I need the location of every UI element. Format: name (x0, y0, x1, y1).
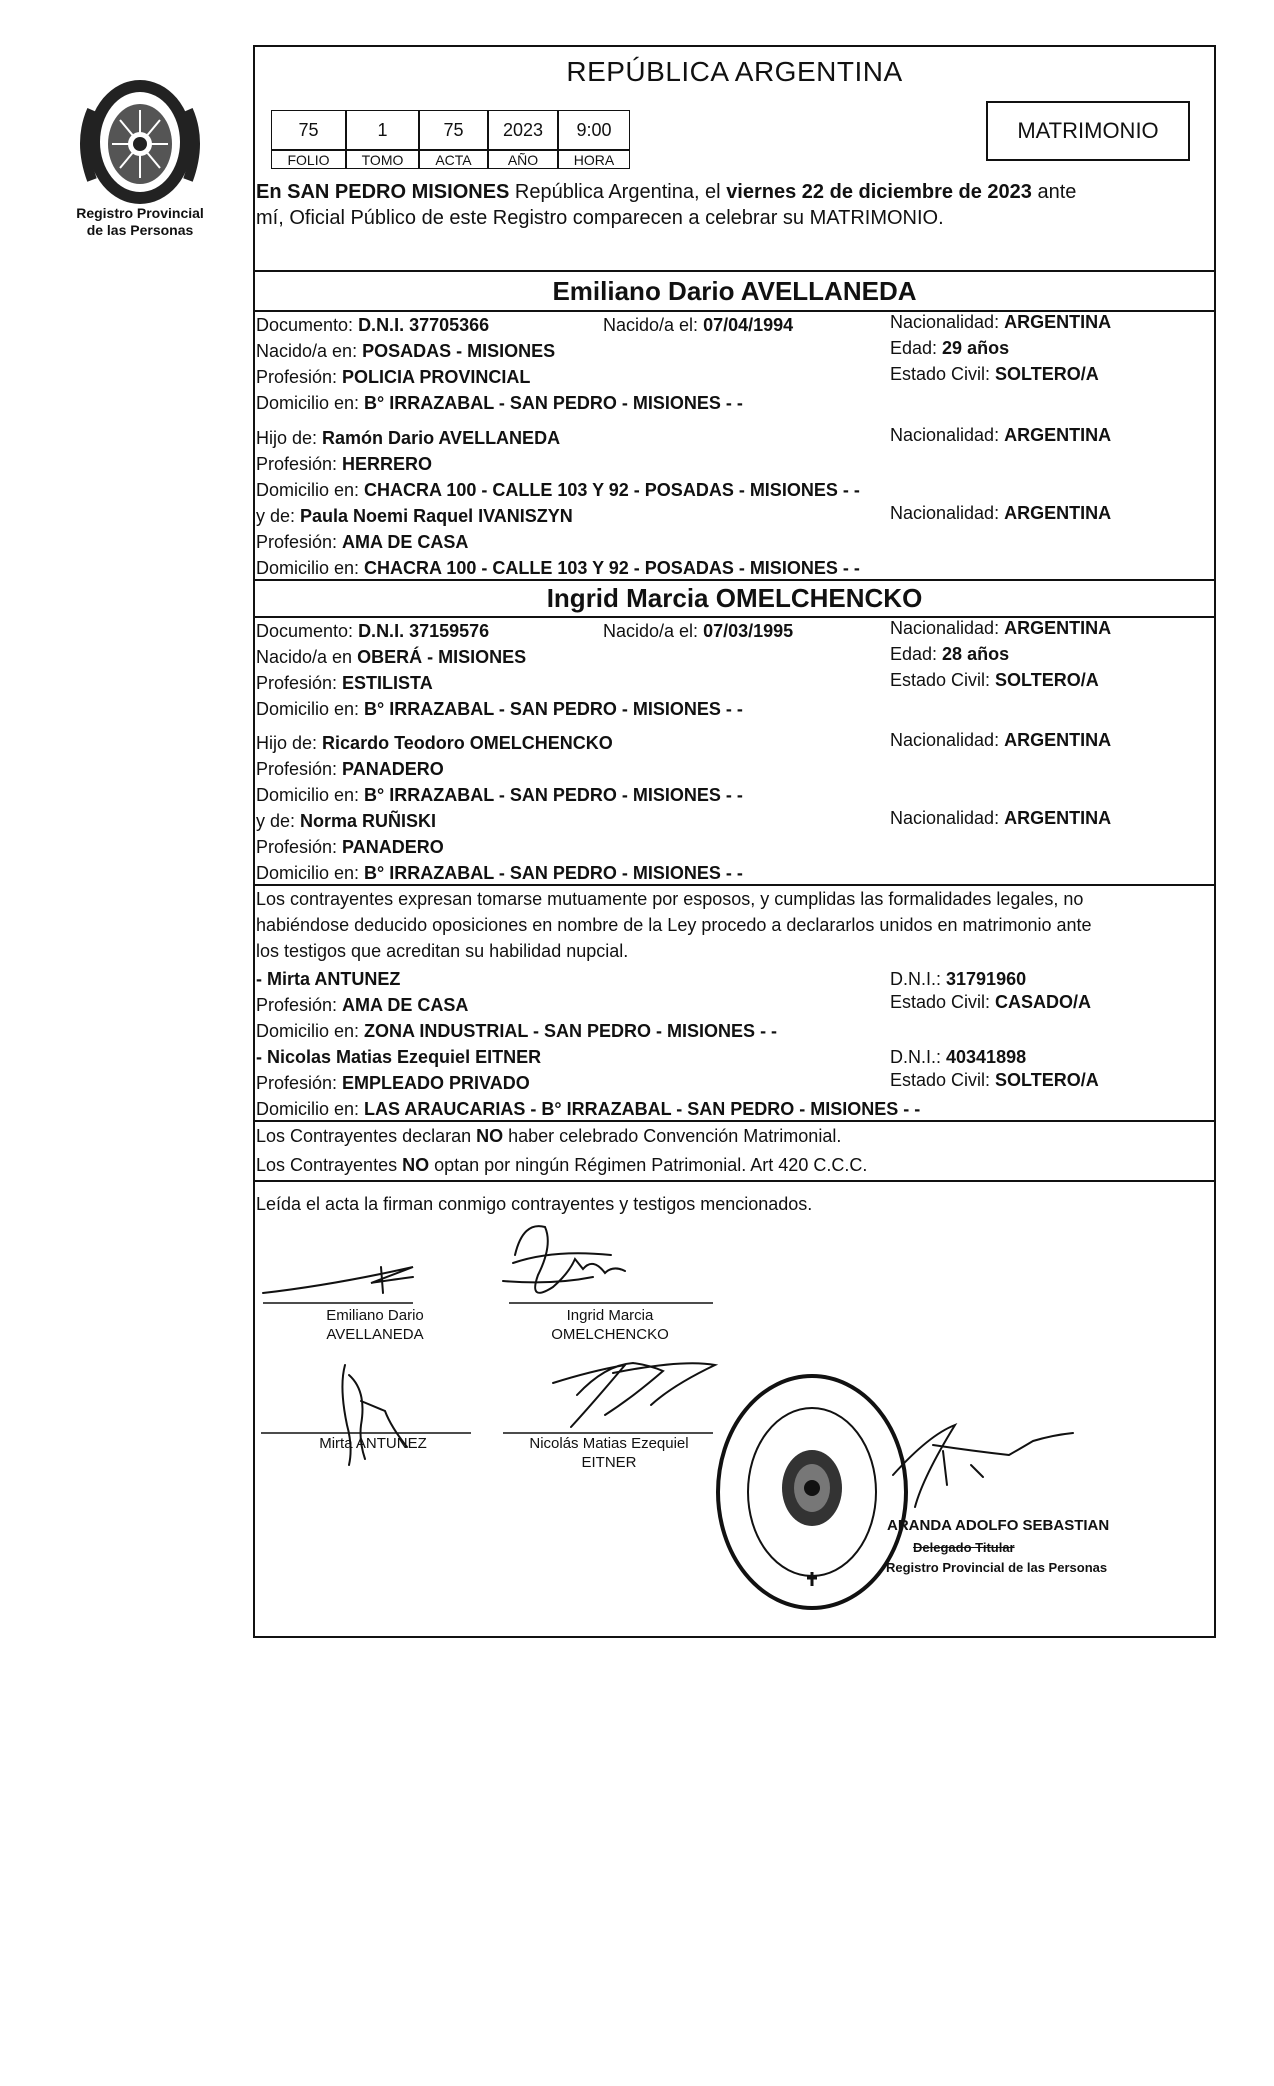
label: Estado Civil: (890, 1070, 996, 1090)
label: Nacido/a en: (256, 341, 363, 361)
label: Estado Civil: (890, 364, 996, 384)
declaration-line-1: Los contrayentes expresan tomarse mutuamente por esposos, y cumplidas las formalidades legales, no (256, 889, 1084, 909)
label: D.N.I.: (890, 969, 947, 989)
text: haber celebrado Convención Matrimonial. (503, 1126, 842, 1146)
value: CHACRA 100 - CALLE 103 Y 92 - POSADAS - MISIONES - - (364, 480, 860, 500)
value: Ramón Dario AVELLANEDA (322, 428, 561, 448)
spouse1-name: Emiliano Dario AVELLANEDA (552, 276, 917, 306)
value: PANADERO (342, 837, 444, 857)
value: SOLTERO/A (995, 670, 1099, 690)
text-emphasis: NO (402, 1155, 430, 1175)
value: ARGENTINA (1004, 425, 1112, 445)
value: 29 años (942, 338, 1010, 358)
value: OBERÁ - MISIONES (357, 647, 527, 667)
value: 40341898 (946, 1047, 1027, 1067)
intro-text-end: ante (1031, 181, 1077, 203)
label: Edad: (890, 644, 943, 664)
label: y de: (256, 811, 301, 831)
signature-caption-spouse1 (285, 1306, 465, 1344)
intro-line-2: mí, Oficial Público de este Registro comparecen a celebrar su MATRIMONIO. (256, 207, 944, 229)
spouse1-civil-status (890, 363, 1099, 385)
witness2-civil-status (890, 1069, 1099, 1091)
value: ARGENTINA (1004, 618, 1112, 638)
spouse2-father (256, 732, 613, 754)
spouse1-document (256, 314, 489, 336)
label: Documento: (256, 621, 359, 641)
logo-caption-line1: Registro Provincial (76, 205, 204, 221)
value: Norma RUÑISKI (300, 811, 437, 831)
intro-text: República Argentina, el (509, 181, 727, 203)
spouse1-profession (256, 366, 530, 388)
spouse1-age (890, 337, 1009, 359)
spouse2-birthdate (603, 620, 793, 642)
witness1-civil-status (890, 991, 1091, 1013)
witness1-dni (890, 968, 1026, 990)
label: Documento: (256, 315, 359, 335)
document-type-box: MATRIMONIO (986, 101, 1190, 161)
value: Ricardo Teodoro OMELCHENCKO (322, 733, 613, 753)
signature-line2: OMELCHENCKO (551, 1326, 669, 1343)
label: Domicilio en: (256, 480, 365, 500)
value: POLICIA PROVINCIAL (342, 367, 531, 387)
divider (253, 1180, 1216, 1182)
value: D.N.I. 37705366 (358, 315, 490, 335)
declaration-line-3: los testigos que acreditan su habilidad nupcial. (256, 941, 629, 961)
closing-text: Leída el acta la firman conmigo contrayentes y testigos mencionados. (256, 1194, 813, 1214)
label: Domicilio en: (256, 699, 365, 719)
signature-caption-spouse2 (510, 1306, 710, 1344)
spouse2-mother (256, 810, 436, 832)
value: 31791960 (946, 969, 1027, 989)
ceremony-place: En SAN PEDRO MISIONES (256, 181, 510, 203)
value: HERRERO (342, 454, 433, 474)
value: PANADERO (342, 759, 444, 779)
spouse1-birthdate (603, 314, 793, 336)
anio-value: 2023 (488, 110, 558, 150)
official-stamp (712, 1370, 912, 1620)
label: Domicilio en: (256, 1099, 365, 1119)
spouse1-father-address (256, 479, 860, 501)
divider (253, 1120, 1216, 1122)
spouse1-father-profession (256, 453, 432, 475)
value: ZONA INDUSTRIAL - SAN PEDRO - MISIONES - - (364, 1021, 778, 1041)
label: Profesión: (256, 454, 343, 474)
label: Profesión: (256, 367, 343, 387)
label: Nacido/a el: (603, 621, 704, 641)
official-name: ARANDA ADOLFO SEBASTIAN (887, 1517, 1110, 1534)
label: Nacionalidad: (890, 618, 1005, 638)
label: Nacido/a en (256, 647, 358, 667)
province-seal-icon (70, 70, 210, 210)
regime-line-2 (256, 1154, 867, 1176)
spouse2-birthplace (256, 646, 526, 668)
signature-line1: Ingrid Marcia (566, 1307, 654, 1324)
label: Estado Civil: (890, 670, 996, 690)
label: Domicilio en: (256, 393, 365, 413)
label: Nacionalidad: (890, 503, 1005, 523)
spouse1-nationality (890, 311, 1111, 333)
value: B° IRRAZABAL - SAN PEDRO - MISIONES - - (364, 785, 743, 805)
label: Profesión: (256, 759, 343, 779)
label: Nacionalidad: (890, 808, 1005, 828)
spouse1-father (256, 427, 560, 449)
value: ARGENTINA (1004, 808, 1112, 828)
label: Nacionalidad: (890, 312, 1005, 332)
declaration-line-2: habiéndose deducido oposiciones en nombre de la Ley procedo a declararlos unidos en matrimonio ante (256, 915, 1092, 935)
spouse1-father-nationality (890, 424, 1111, 446)
label: Hijo de: (256, 733, 323, 753)
witness1-profession (256, 994, 468, 1016)
text: optan por ningún Régimen Patrimonial. Art 420 C.C.C. (429, 1155, 868, 1175)
spouse2-father-address (256, 784, 743, 806)
value: CHACRA 100 - CALLE 103 Y 92 - POSADAS - MISIONES - - (364, 558, 860, 578)
value: LAS ARAUCARIAS - B° IRRAZABAL - SAN PEDRO - MISIONES - - (364, 1099, 921, 1119)
spouse2-mother-profession (256, 836, 444, 858)
value: 28 años (942, 644, 1010, 664)
label: Nacionalidad: (890, 425, 1005, 445)
official-title: Delegado Titular (913, 1540, 1015, 1555)
value: ESTILISTA (342, 673, 433, 693)
official-organization: Registro Provincial de las Personas (886, 1560, 1108, 1575)
signature-caption-witness2 (504, 1434, 714, 1472)
label: Domicilio en: (256, 1021, 365, 1041)
label: y de: (256, 506, 301, 526)
tomo-value: 1 (346, 110, 419, 150)
regime-line-1 (256, 1125, 841, 1147)
spouse1-address (256, 392, 743, 414)
anio-label: AÑO (488, 150, 558, 169)
value: SOLTERO/A (995, 1070, 1099, 1090)
value: ARGENTINA (1004, 312, 1112, 332)
value: POSADAS - MISIONES (362, 341, 556, 361)
value: ARGENTINA (1004, 503, 1112, 523)
label: Estado Civil: (890, 992, 996, 1012)
spouse2-civil-status (890, 669, 1099, 691)
text: Los Contrayentes (256, 1155, 403, 1175)
logo-caption-line2: de las Personas (86, 222, 194, 238)
divider (253, 884, 1216, 886)
label: D.N.I.: (890, 1047, 947, 1067)
spouse1-mother-nationality (890, 502, 1111, 524)
label: Nacionalidad: (890, 730, 1005, 750)
signature-caption-witness1 (283, 1434, 463, 1453)
logo-caption (60, 205, 220, 239)
witness2-dni (890, 1046, 1026, 1068)
value: B° IRRAZABAL - SAN PEDRO - MISIONES - - (364, 863, 743, 883)
spouse2-age (890, 643, 1009, 665)
label: Profesión: (256, 995, 343, 1015)
ceremony-date: viernes 22 de diciembre de 2023 (726, 181, 1032, 203)
registry-logo (70, 70, 210, 210)
hora-value: 9:00 (558, 110, 630, 150)
signature-line1: Emiliano Dario (326, 1307, 424, 1324)
spouse2-mother-address (256, 862, 743, 884)
spouse2-profession (256, 672, 433, 694)
label: Domicilio en: (256, 558, 365, 578)
signature-line1: Mirta ANTUNEZ (319, 1435, 427, 1452)
folio-value: 75 (271, 110, 346, 150)
spouse1-birthplace (256, 340, 555, 362)
value: B° IRRAZABAL - SAN PEDRO - MISIONES - - (364, 393, 743, 413)
folio-label: FOLIO (271, 150, 346, 169)
value: SOLTERO/A (995, 364, 1099, 384)
spouse2-name: Ingrid Marcia OMELCHENCKO (546, 583, 923, 613)
label: Nacido/a el: (603, 315, 704, 335)
value: CASADO/A (995, 992, 1092, 1012)
label: Edad: (890, 338, 943, 358)
divider (253, 270, 1216, 272)
value: ARGENTINA (1004, 730, 1112, 750)
spouse2-mother-nationality (890, 807, 1111, 829)
acta-value: 75 (419, 110, 488, 150)
label: Domicilio en: (256, 863, 365, 883)
value: 07/04/1994 (703, 315, 794, 335)
acta-label: ACTA (419, 150, 488, 169)
hora-label: HORA (558, 150, 630, 169)
spouse2-nationality (890, 617, 1111, 639)
divider (253, 579, 1216, 581)
label: Profesión: (256, 532, 343, 552)
registry-stamp-icon (712, 1370, 912, 1620)
spouse1-mother (256, 505, 573, 527)
signature-line1: Nicolás Matias Ezequiel (529, 1435, 689, 1452)
spouse2-document (256, 620, 489, 642)
spouse2-address (256, 698, 743, 720)
value: 07/03/1995 (703, 621, 794, 641)
text-emphasis: NO (476, 1126, 504, 1146)
intro-line-1 (256, 181, 1076, 203)
spouse1-mother-profession (256, 531, 468, 553)
value: AMA DE CASA (342, 995, 469, 1015)
signature-line2: EITNER (581, 1454, 637, 1471)
value: AMA DE CASA (342, 532, 469, 552)
label: Domicilio en: (256, 785, 365, 805)
witness2-profession (256, 1072, 530, 1094)
label: Profesión: (256, 837, 343, 857)
spouse1-mother-address (256, 557, 860, 579)
witness1-address (256, 1020, 777, 1042)
text: Los Contrayentes declaran (256, 1126, 477, 1146)
page-title: REPÚBLICA ARGENTINA (566, 56, 903, 87)
witness2-name: - Nicolas Matias Ezequiel EITNER (256, 1047, 542, 1067)
spouse2-father-profession (256, 758, 444, 780)
label: Profesión: (256, 1073, 343, 1093)
spouse2-father-nationality (890, 729, 1111, 751)
value: Paula Noemi Raquel IVANISZYN (300, 506, 573, 526)
witness2-address (256, 1098, 920, 1120)
value: B° IRRAZABAL - SAN PEDRO - MISIONES - - (364, 699, 743, 719)
witness1-name: - Mirta ANTUNEZ (256, 969, 401, 989)
value: EMPLEADO PRIVADO (342, 1073, 530, 1093)
label: Hijo de: (256, 428, 323, 448)
tomo-label: TOMO (346, 150, 419, 169)
signature-line2: AVELLANEDA (326, 1326, 424, 1343)
value: D.N.I. 37159576 (358, 621, 490, 641)
label: Profesión: (256, 673, 343, 693)
